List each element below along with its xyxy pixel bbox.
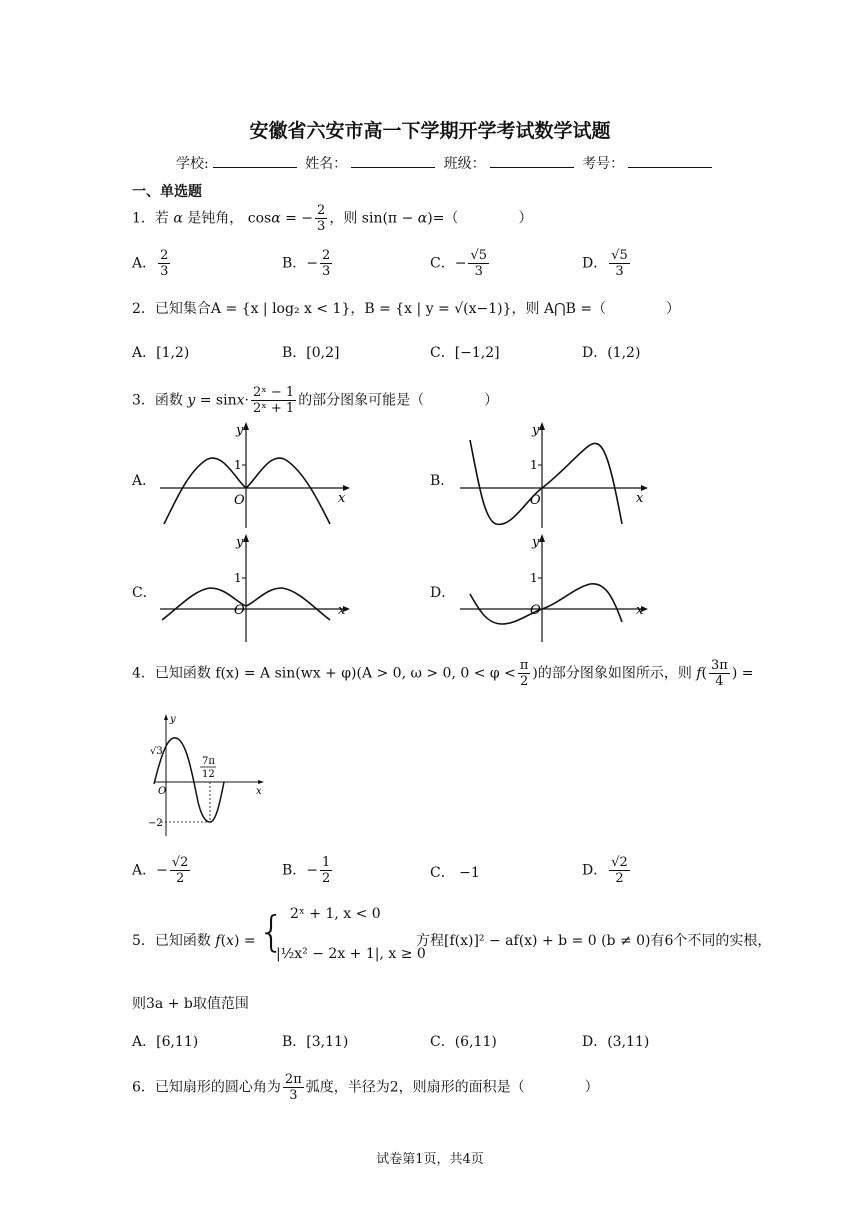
- svg-text:y: y: [170, 714, 176, 725]
- question-2-stem: 2．已知集合A = {x | log₂ x < 1}，B = {x | y = √(x−1)}，则 A⋂B =（ ）: [132, 301, 681, 317]
- question-2-option-c[interactable]: C．[−1,2]: [430, 345, 500, 361]
- svg-text:y: y: [532, 535, 540, 550]
- svg-text:x: x: [338, 603, 346, 618]
- question-4-stem: 4．已知函数 f(x) = A sin(wx + φ)(A > 0, ω > 0, 0 < φ < $\frac{\pi}{2}$ )的部分图象如图所示，则 f( $\frac{3\pi}{4}$ ) =: [132, 658, 754, 689]
- question-5-stem: 5．已知函数 f(x) =: [132, 933, 256, 949]
- question-3-stem: 3．函数 y = sinx· $\frac{\text{2ˣ − 1}}{\text{2ˣ + 1}}$ 的部分图象可能是（ ）: [132, 385, 499, 416]
- question-3-option-a[interactable]: A．: [132, 473, 157, 489]
- question-1-option-c[interactable]: C．− $\frac{√5}{3}$: [430, 248, 488, 279]
- graph-b: [456, 420, 656, 530]
- svg-text:y: y: [236, 535, 244, 550]
- question-5-option-b[interactable]: B．[3,11): [282, 1034, 349, 1050]
- question-6-stem: 6．已知扇形的圆心角为 $\frac{2\pi}{3}$ 弧度，半径为2，则扇形的面积是（ ）: [132, 1072, 599, 1103]
- fraction: $\frac{2}{3}$: [317, 203, 326, 234]
- exam-number-label: 考号：: [582, 156, 625, 172]
- piecewise-brace: {: [258, 907, 285, 956]
- question-2-option-b[interactable]: B．[0,2]: [282, 345, 340, 361]
- school-label: 学校:: [176, 156, 209, 172]
- question-1-option-d[interactable]: D． $\frac{√5}{3}$: [582, 248, 628, 279]
- svg-text:O: O: [530, 493, 541, 508]
- question-5-option-a[interactable]: A．[6,11): [132, 1034, 199, 1050]
- question-1-option-a[interactable]: A． $\frac{2}{3}$: [132, 248, 169, 279]
- svg-text:y: y: [532, 423, 540, 438]
- svg-text:x: x: [636, 491, 644, 506]
- svg-text:O: O: [234, 493, 245, 508]
- question-1-stem: 1．若 α 是钝角， cosα = − $\frac{2}{3}$ ，则 sin(π − α)=（ ）: [132, 203, 533, 234]
- question-3-option-c[interactable]: C．: [132, 585, 157, 601]
- svg-text:O: O: [158, 786, 167, 797]
- question-5-piece-1: 2ˣ + 1, x < 0: [290, 906, 381, 922]
- school-blank: [213, 155, 297, 168]
- fraction: $\frac{\pi}{2}$: [519, 658, 529, 689]
- question-4-option-d[interactable]: D． $\frac{√2}{2}$: [582, 855, 628, 886]
- question-4-option-b[interactable]: B．− $\frac{1}{2}$: [282, 855, 331, 886]
- question-5-equation: 方程[f(x)]² − af(x) + b = 0 (b ≠ 0)有6个不同的实根，: [416, 933, 772, 949]
- question-3-option-b[interactable]: B．: [430, 473, 455, 489]
- svg-text:√3: √3: [150, 746, 163, 757]
- svg-text:x: x: [338, 491, 346, 506]
- question-5-option-c[interactable]: C．(6,11): [430, 1034, 497, 1050]
- question-4-graph: [148, 712, 268, 838]
- question-2-option-d[interactable]: D．(1,2): [582, 345, 641, 361]
- graph-c: [158, 532, 358, 644]
- class-blank: [490, 155, 574, 168]
- svg-text:1: 1: [530, 571, 538, 585]
- student-info-line: [176, 153, 716, 173]
- question-5-line-2: 则3a + b取值范围: [132, 996, 249, 1012]
- svg-text:x: x: [256, 786, 262, 797]
- name-label: 姓名：: [305, 156, 348, 172]
- svg-text:O: O: [234, 603, 245, 618]
- exam-number-blank: [628, 155, 712, 168]
- page-footer: 试卷第1页，共4页: [376, 1152, 484, 1167]
- question-5-option-d[interactable]: D．(3,11): [582, 1034, 650, 1050]
- svg-text:7π: 7π: [202, 756, 215, 767]
- fraction: $\frac{\text{2ˣ − 1}}{\text{2ˣ + 1}}$: [252, 385, 295, 416]
- name-blank: [351, 155, 435, 168]
- question-1-option-b[interactable]: B．− $\frac{2}{3}$: [282, 248, 331, 279]
- svg-text:1: 1: [234, 571, 242, 585]
- question-4-option-c[interactable]: C． −1: [430, 865, 480, 881]
- svg-text:1: 1: [530, 458, 538, 472]
- graph-d: [456, 532, 656, 644]
- svg-text:y: y: [236, 423, 244, 438]
- fraction: $\frac{2\pi}{3}$: [284, 1072, 302, 1103]
- svg-text:−2: −2: [148, 818, 163, 829]
- fraction: $\frac{3\pi}{4}$: [711, 658, 728, 689]
- svg-text:1: 1: [234, 458, 242, 472]
- svg-text:O: O: [530, 603, 541, 618]
- question-3-option-d[interactable]: D．: [430, 585, 456, 601]
- question-2-option-a[interactable]: A．[1,2): [132, 345, 190, 361]
- class-label: 班级：: [443, 156, 486, 172]
- question-5-piece-2: |½x² − 2x + 1|, x ≥ 0: [276, 946, 426, 962]
- page-title: 安徽省六安市高一下学期开学考试数学试题: [249, 120, 611, 142]
- section-heading: 一、单选题: [132, 184, 202, 200]
- graph-a: [158, 420, 358, 530]
- svg-text:12: 12: [202, 769, 215, 780]
- svg-text:x: x: [636, 603, 644, 618]
- question-4-option-a[interactable]: A．− $\frac{√2}{2}$: [132, 855, 189, 886]
